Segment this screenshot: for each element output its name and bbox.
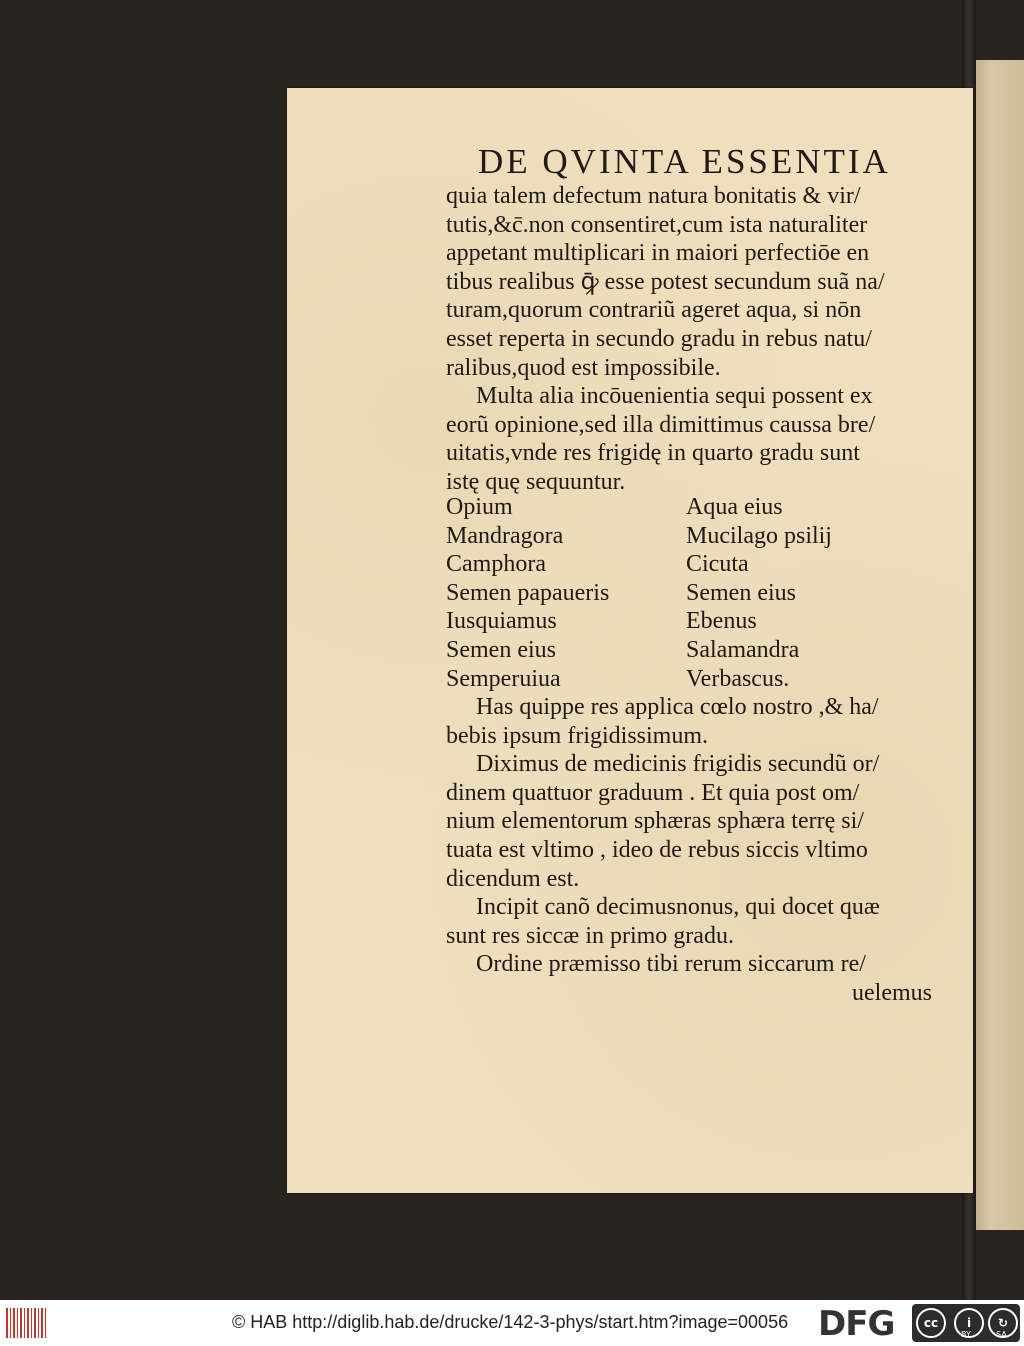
text-line: tibus realibus ꝙ̄ esse potest secundum suã na/ [446,268,885,295]
text-line: nium elementorum sphæras sphæra terrę si/ [446,808,864,835]
text-line: Has quippe res applica cœlo nostro ,& ha/ [476,694,879,720]
text-line: istę quę sequuntur. [446,468,626,495]
text-line: appetant multiplicari in maiori perfectiōe en [446,240,870,267]
citation-link[interactable]: © HAB http://diglib.hab.de/drucke/142-3-phys/start.htm?image=00056 [232,1312,789,1332]
adjacent-page-edge [972,60,1024,1230]
plant-left: Semperuiua [446,665,561,692]
sa-label: SA [996,1330,1007,1339]
text-line: ralibus,quod est impossibile. [446,354,721,381]
plant-right: Mucilago psilĳ [686,522,832,549]
text-line: dicendum est. [446,865,580,892]
viewer-footer [0,1300,1024,1346]
plant-right: Salamandra [686,636,800,663]
dfg-logo: DFG [818,1304,895,1344]
plant-left: Iusquiamus [446,608,557,635]
cc-icon: cc [916,1308,946,1338]
plant-right: Verbascus. [686,665,790,692]
catchword: uelemus [852,979,932,1006]
text-line: tuata est vltimo , ideo de rebus siccis vltimo [446,836,868,863]
plant-right: Cicuta [686,551,749,578]
plant-left: Mandragora [446,522,564,549]
share-alike-icon: ↻ [988,1308,1018,1338]
person-icon: i [954,1308,984,1338]
text-line: bebis ipsum frigidissimum. [446,722,709,749]
plant-row [446,550,866,579]
text-line: esset reperta in secundo gradu in rebus natu/ [446,325,872,352]
by-label: BY [961,1330,971,1339]
plant-right: Semen eius [686,579,796,606]
text-line: Multa alia incōuenientia sequi possent ex [476,383,873,410]
plant-left: Semen eius [446,636,556,663]
plant-left: Opium [446,494,513,520]
text-line: Ordine præmisso tibi rerum siccarum re/ [476,951,866,978]
text-block-upper [446,182,936,497]
plant-row [446,665,866,694]
text-line: uitatis,vnde res frigidę in quarto gradu sunt [446,440,860,467]
barcode-icon [6,1308,48,1338]
plant-left: Camphora [446,551,546,578]
running-header: DE QVINTA ESSENTIA [478,142,891,181]
text-line: dinem quattuor graduum . Et quia post om/ [446,779,860,806]
plant-list [446,493,866,693]
text-block-lower [446,693,936,1008]
plant-row [446,493,866,522]
plant-right: Ebenus [686,608,757,635]
plant-row [446,636,866,665]
text-line: sunt res siccæ in primo gradu. [446,922,734,949]
text-line: Incipit canõ decimusnonus, qui docet quæ [476,894,880,921]
plant-left: Semen papaueris [446,579,610,606]
text-line: quia talem defectum natura bonitatis & vir/ [446,183,861,209]
text-line: turam,quorum contrariũ ageret aqua, si nōn [446,297,862,324]
text-line: tutis,&c̄.non consentiret,cum ista naturaliter [446,211,868,238]
plant-row [446,522,866,551]
text-line: eorũ opinione,sed illa dimittimus caussa bre/ [446,411,876,438]
text-line: Diximus de medicinis frigidis secundũ or/ [476,751,880,778]
plant-right: Aqua eius [686,494,783,520]
plant-row [446,579,866,608]
plant-row [446,607,866,636]
cc-license-badge[interactable] [912,1304,1020,1342]
